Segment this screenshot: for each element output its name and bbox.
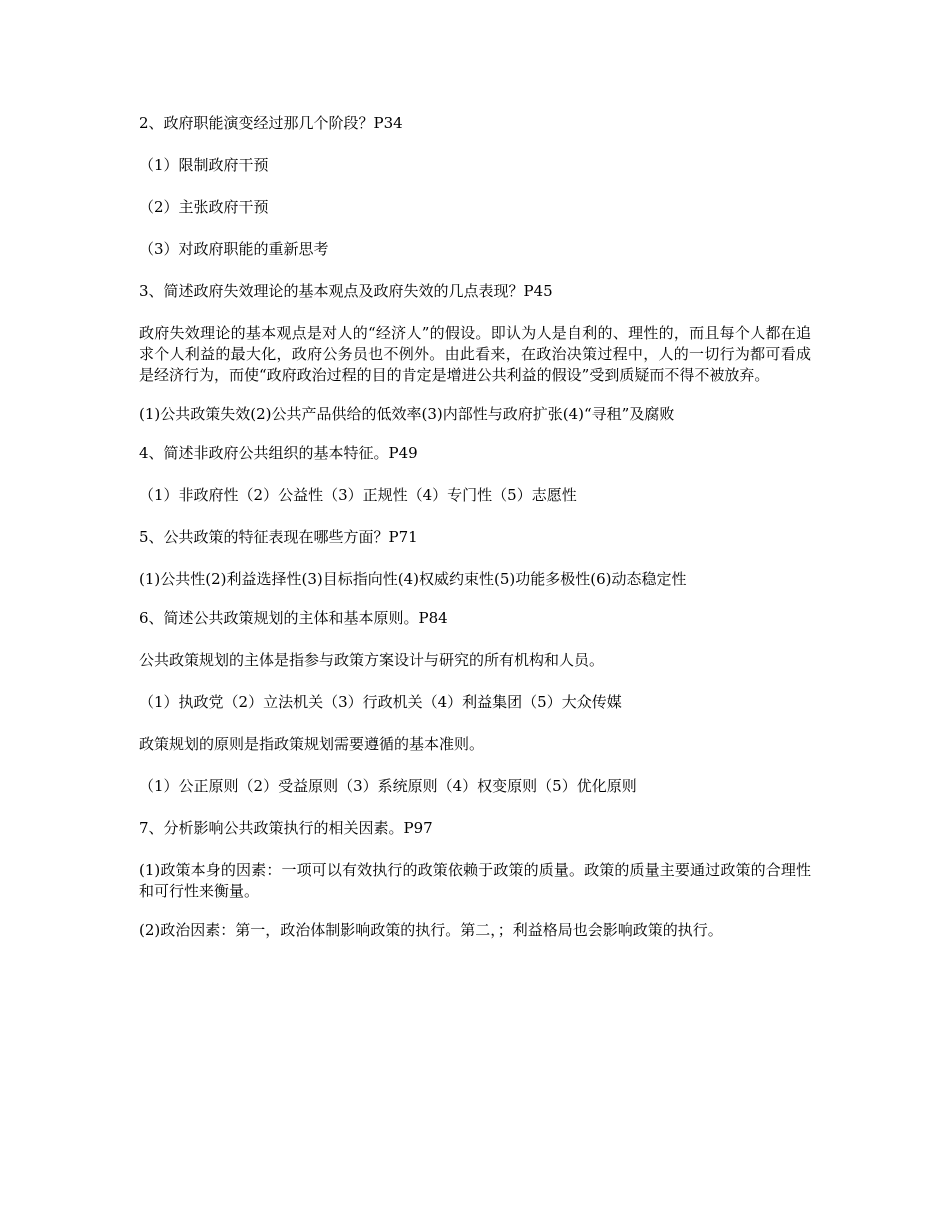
answer-item: （1）非政府性（2）公益性（3）正规性（4）专门性（5）志愿性 xyxy=(139,486,577,504)
question-heading: 4、简述非政府公共组织的基本特征。P49 xyxy=(139,444,418,462)
answer-item: 公共政策规划的主体是指参与政策方案设计与研究的所有机构和人员。 xyxy=(139,651,605,669)
answer-item: （3）对政府职能的重新思考 xyxy=(139,240,329,258)
document-body xyxy=(139,113,811,959)
answer-item: （2）主张政府干预 xyxy=(139,198,269,216)
answer-item: （1）公正原则（2）受益原则（3）系统原则（4）权变原则（5）优化原则 xyxy=(139,777,637,795)
answer-paragraph: (1)政策本身的因素：一项可以有效执行的政策依赖于政策的质量。政策的质量主要通过政策的合理性和可行性来衡量。 xyxy=(139,861,811,900)
answer-paragraph: (1)公共政策失效(2)公共产品供给的低效率(3)内部性与政府扩张(4)“寻租”及腐败 xyxy=(139,405,675,423)
answer-paragraph: (1)公共性(2)利益选择性(3)目标指向性(4)权威约束性(5)功能多极性(6)动态稳定性 xyxy=(139,570,687,588)
answer-paragraph: 政府失效理论的基本观点是对人的“经济人”的假设。即认为人是自利的、理性的，而且每个人都在追求个人利益的最大化，政府公务员也不例外。由此看来，在政治决策过程中，人的一切行为都可看成是经济行为，而使“政府政治过程的目的肯定是增进公共利益的假设”受到质疑而不得不被放弃。 xyxy=(139,324,811,384)
question-heading: 6、简述公共政策规划的主体和基本原则。P84 xyxy=(139,609,448,627)
answer-item: 政策规划的原则是指政策规划需要遵循的基本准则。 xyxy=(139,735,485,753)
question-heading: 7、分析影响公共政策执行的相关因素。P97 xyxy=(139,819,433,837)
question-heading: 3、简述政府失效理论的基本观点及政府失效的几点表现？P45 xyxy=(139,282,553,300)
answer-item: （1）执政党（2）立法机关（3）行政机关（4）利益集团（5）大众传媒 xyxy=(139,693,622,711)
answer-paragraph: (2)政治因素：第一，政治体制影响政策的执行。第二，；利益格局也会影响政策的执行。 xyxy=(139,921,723,939)
question-heading: 2、政府职能演变经过那几个阶段？P34 xyxy=(139,114,403,132)
question-heading: 5、公共政策的特征表现在哪些方面？P71 xyxy=(139,528,418,546)
answer-item: （1）限制政府干预 xyxy=(139,156,269,174)
